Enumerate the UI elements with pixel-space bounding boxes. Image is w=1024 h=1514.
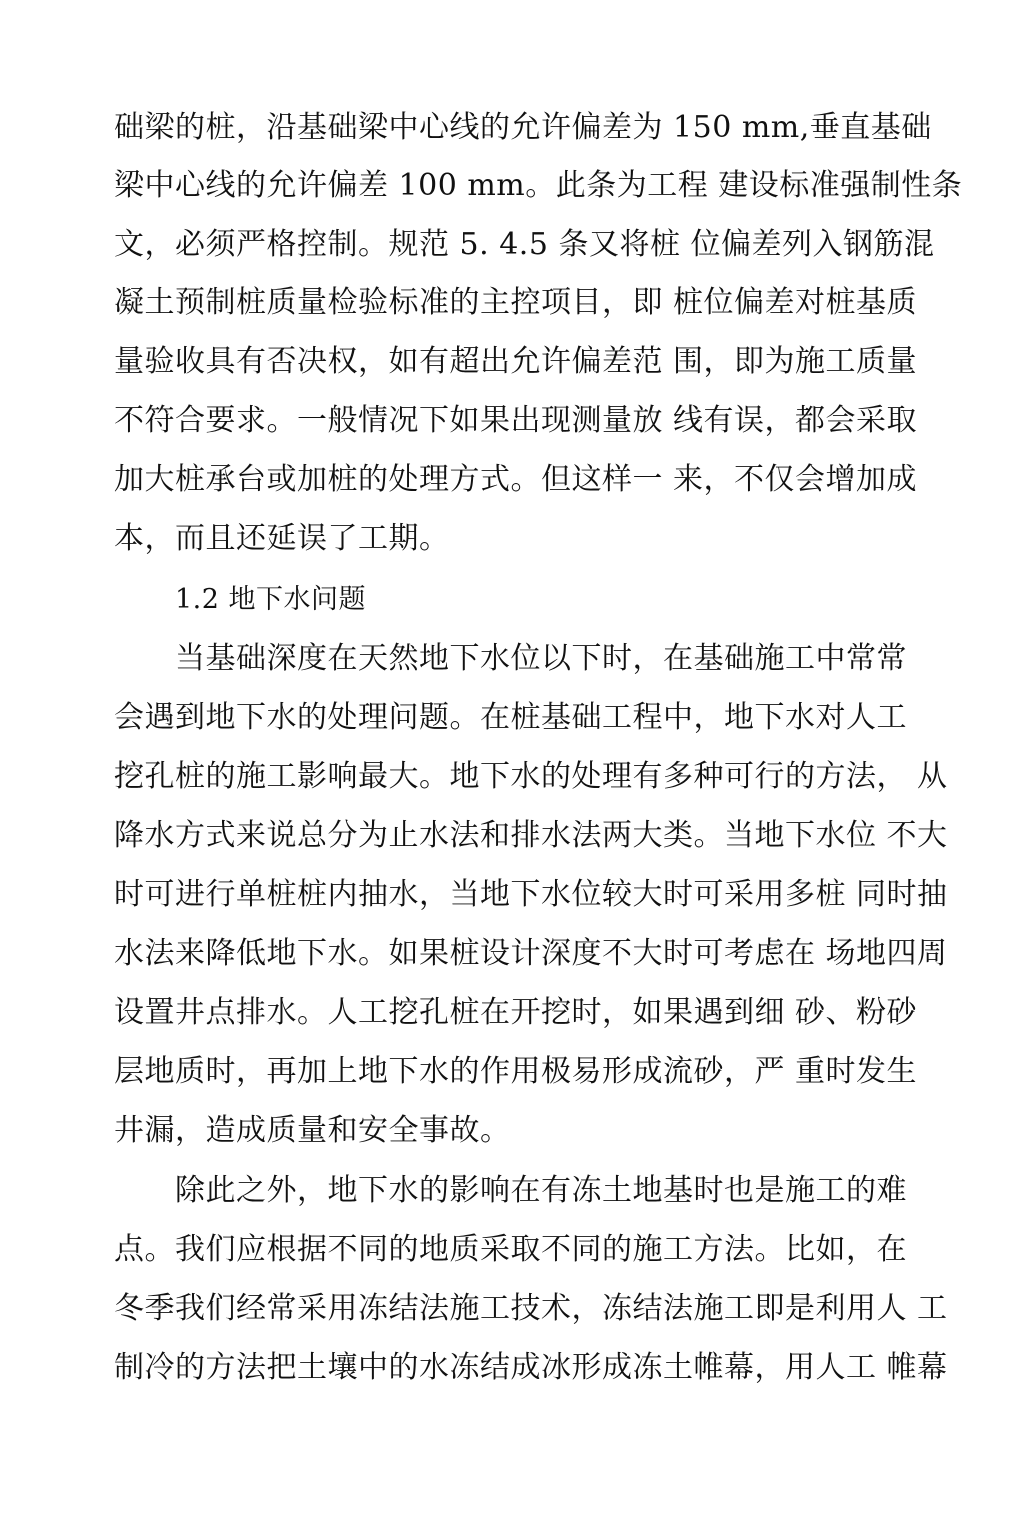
paragraph-line: 点。我们应根据不同的地质采取不同的施工方法。比如，在 xyxy=(114,1232,907,1267)
paragraph-line: 会遇到地下水的处理问题。在桩基础工程中，地下水对人工 xyxy=(114,700,907,735)
paragraph-line: 量验收具有否决权，如有超出允许偏差范 围，即为施工质量 xyxy=(114,344,918,379)
paragraph-line: 础梁的桩，沿基础梁中心线的允许偏差为 150 mm,垂直基础 xyxy=(114,110,932,145)
paragraph-line: 文，必须严格控制。规范 5. 4.5 条又将桩 位偏差列入钢筋混 xyxy=(114,227,935,262)
paragraph-line: 井漏，造成质量和安全事故。 xyxy=(114,1113,511,1148)
section-heading: 1.2 地下水问题 xyxy=(175,584,367,615)
paragraph-line: 凝土预制桩质量检验标准的主控项目，即 桩位偏差对桩基质 xyxy=(114,285,918,320)
paragraph-line: 降水方式来说总分为止水法和排水法两大类。当地下水位 不大 xyxy=(114,818,948,853)
paragraph-line: 冬季我们经常采用冻结法施工技术，冻结法施工即是利用人 工 xyxy=(114,1291,948,1326)
paragraph-line: 设置井点排水。人工挖孔桩在开挖时，如果遇到细 砂、粉砂 xyxy=(114,995,918,1030)
paragraph-line: 制冷的方法把土壤中的水冻结成冰形成冻土帷幕，用人工 帷幕 xyxy=(114,1350,948,1385)
paragraph-line: 水法来降低地下水。如果桩设计深度不大时可考虑在 场地四周 xyxy=(114,936,948,971)
paragraph-line: 本，而且还延误了工期。 xyxy=(114,521,450,556)
paragraph-line: 当基础深度在天然地下水位以下时，在基础施工中常常 xyxy=(175,641,907,676)
paragraph-line: 不符合要求。一般情况下如果出现测量放 线有误，都会采取 xyxy=(114,403,918,438)
paragraph-line: 层地质时，再加上地下水的作用极易形成流砂，严 重时发生 xyxy=(114,1054,918,1089)
paragraph-line: 加大桩承台或加桩的处理方式。但这样一 来，不仅会增加成 xyxy=(114,462,918,497)
paragraph-line: 梁中心线的允许偏差 100 mm。此条为工程 建设标准强制性条 xyxy=(114,168,963,203)
paragraph-line: 时可进行单桩桩内抽水，当地下水位较大时可采用多桩 同时抽 xyxy=(114,877,948,912)
paragraph-line: 挖孔桩的施工影响最大。地下水的处理有多种可行的方法， 从 xyxy=(114,759,948,794)
paragraph-line: 除此之外，地下水的影响在有冻土地基时也是施工的难 xyxy=(175,1173,907,1208)
